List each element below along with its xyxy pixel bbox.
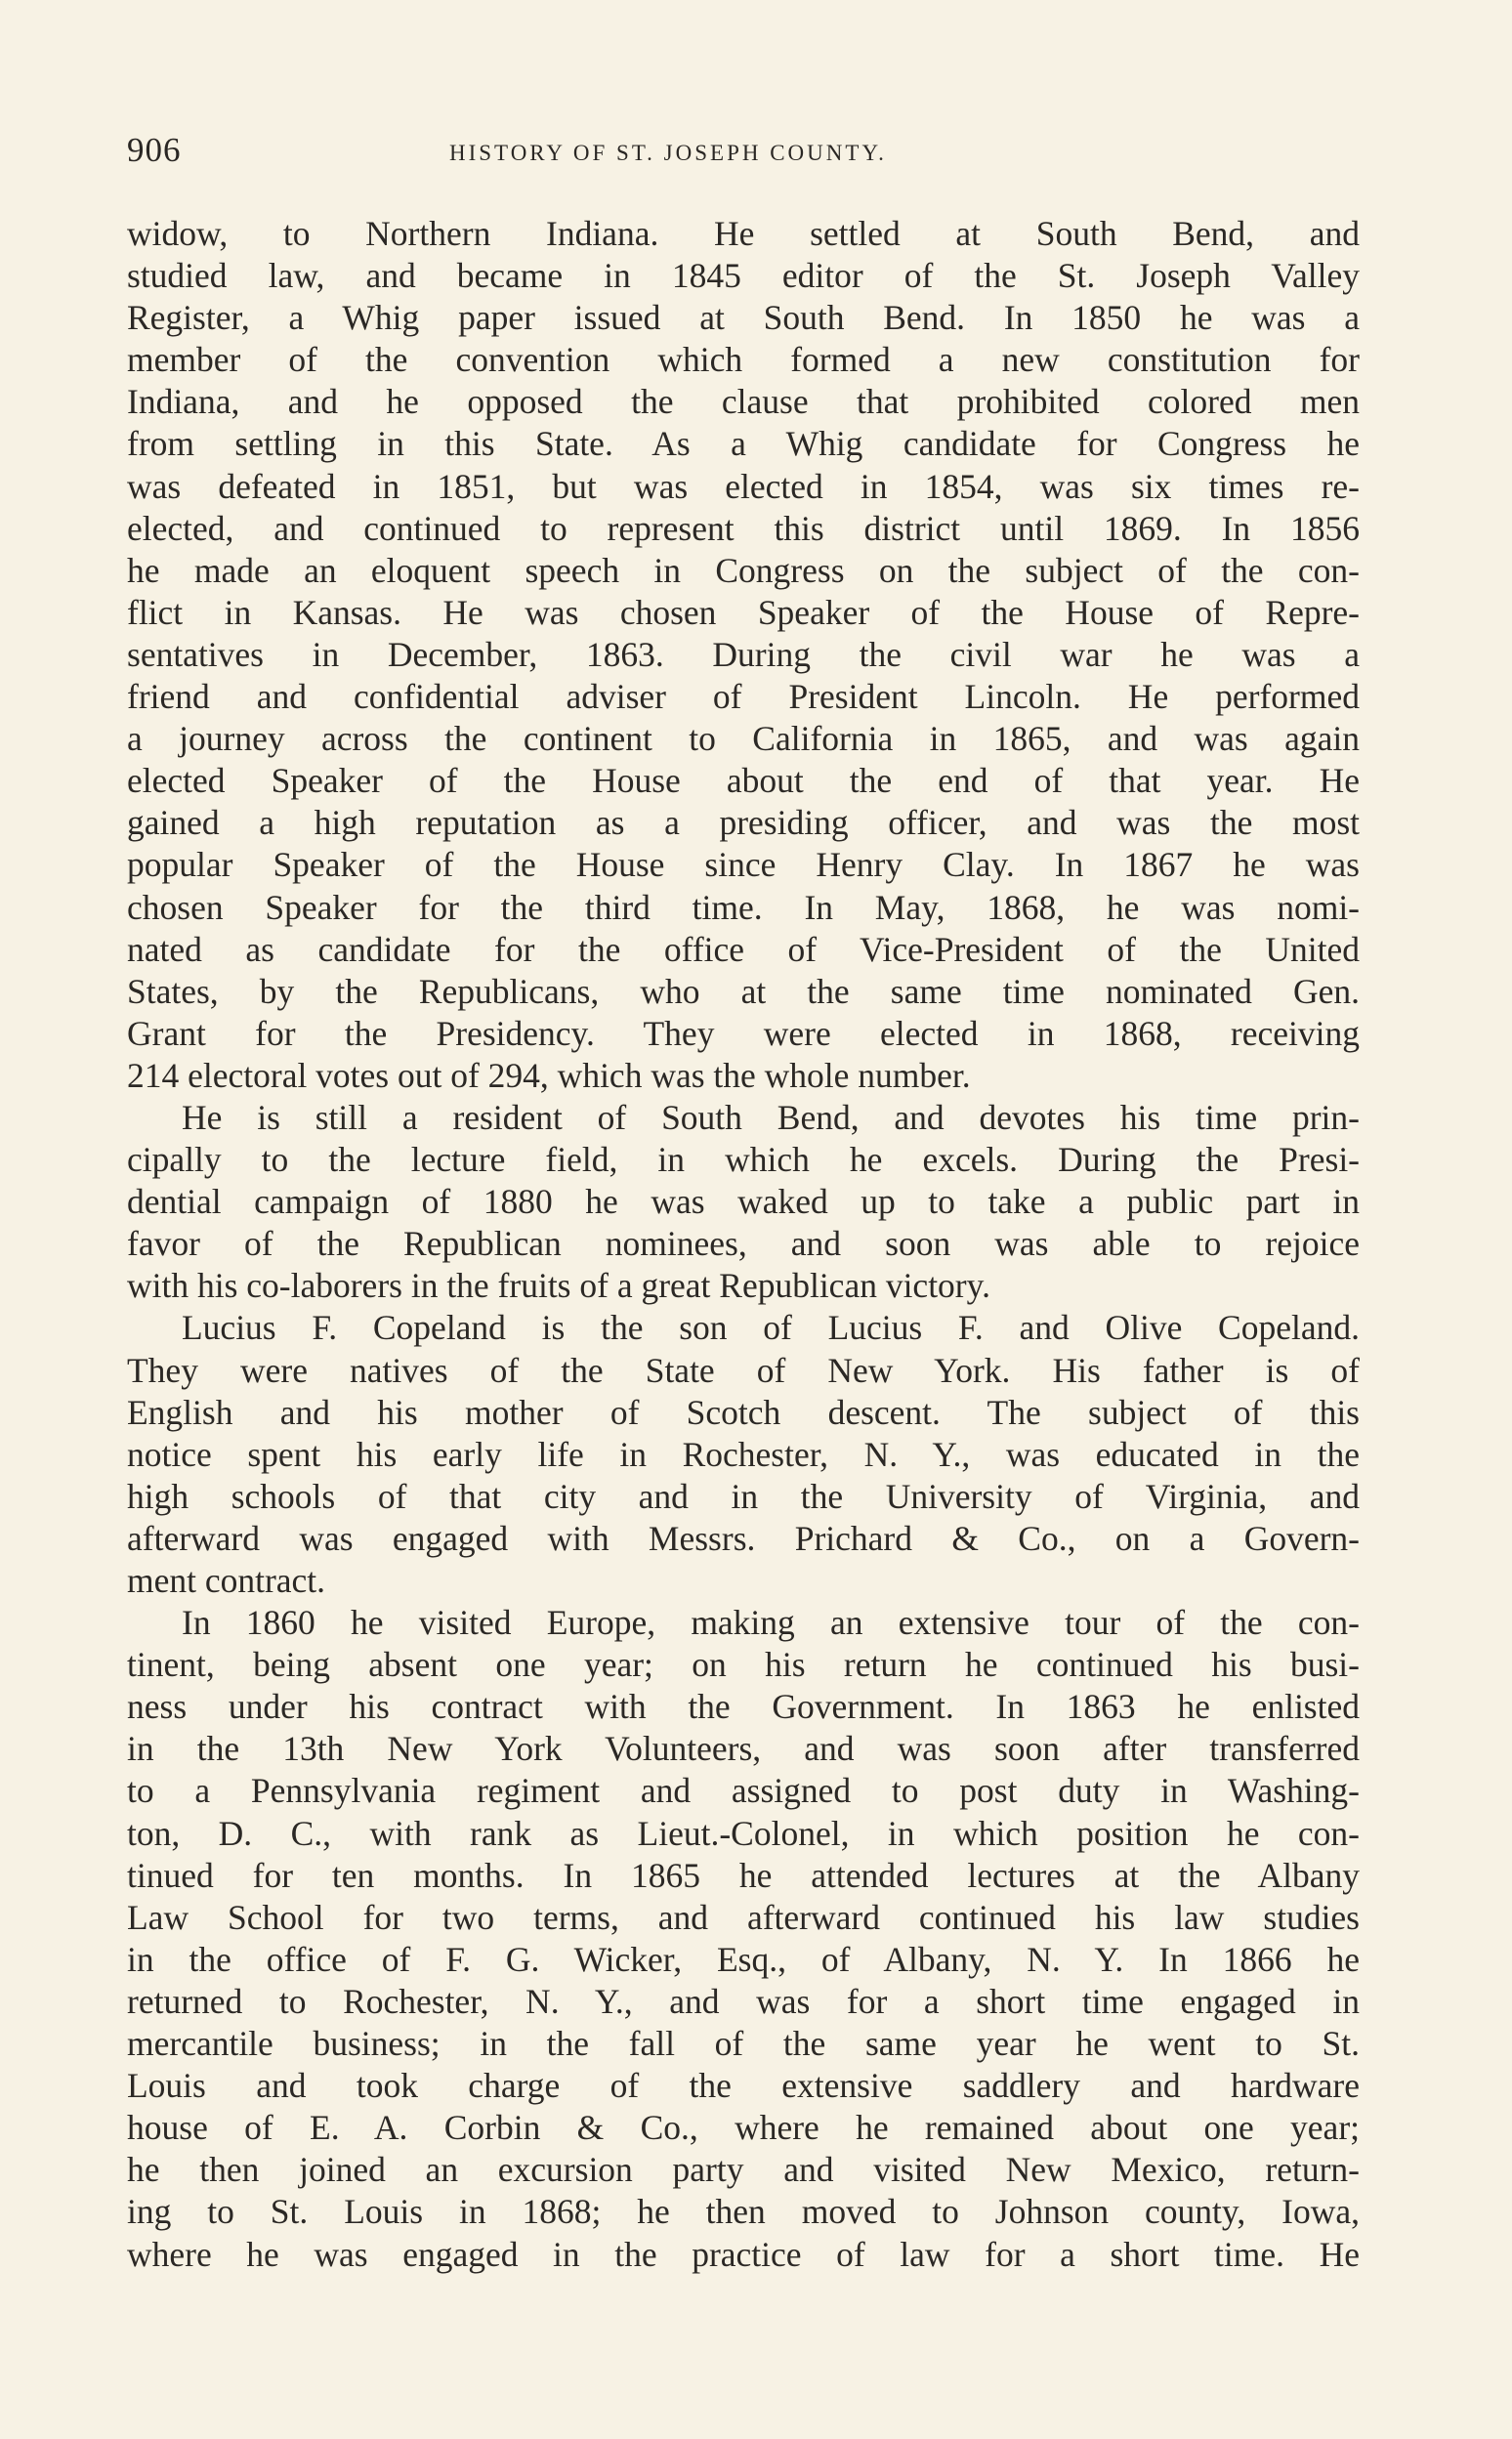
- text-line: afterward was engaged with Messrs. Prichard & Co., on a Govern-: [127, 1518, 1360, 1558]
- text-line: gained a high reputation as a presiding officer, and was the most: [127, 803, 1360, 843]
- running-head: HISTORY OF ST. JOSEPH COUNTY.: [449, 141, 887, 165]
- text-line: from settling in this State. As a Whig candidate for Congress he: [127, 424, 1360, 464]
- text-line: They were natives of the State of New York. His father is of: [127, 1350, 1360, 1390]
- text-line: tinued for ten months. In 1865 he attended lectures at the Albany: [127, 1855, 1360, 1895]
- body-text: [127, 213, 1360, 2276]
- text-line: a journey across the continent to California in 1865, and was again: [127, 719, 1360, 759]
- text-line: ment contract.: [127, 1561, 326, 1600]
- text-line: He is still a resident of South Bend, and devotes his time prin-: [182, 1097, 1360, 1137]
- text-line: States, by the Republicans, who at the same time nominated Gen.: [127, 971, 1360, 1011]
- text-line: elected, and continued to represent this district until 1869. In 1856: [127, 508, 1360, 548]
- text-line: cipally to the lecture field, in which he excels. During the Presi-: [127, 1140, 1360, 1180]
- text-line: he then joined an excursion party and visited New Mexico, return-: [127, 2150, 1360, 2190]
- text-line: was defeated in 1851, but was elected in 1854, was six times re-: [127, 466, 1360, 506]
- text-line: Register, a Whig paper issued at South Bend. In 1850 he was a: [127, 298, 1360, 338]
- text-line: Law School for two terms, and afterward continued his law studies: [127, 1897, 1360, 1937]
- text-line: where he was engaged in the practice of law for a short time. He: [127, 2234, 1360, 2274]
- text-line: chosen Speaker for the third time. In May, 1868, he was nomi-: [127, 887, 1360, 927]
- text-line: nated as candidate for the office of Vice-President of the United: [127, 929, 1360, 969]
- text-line: notice spent his early life in Rochester, N. Y., was educated in the: [127, 1434, 1360, 1474]
- text-line: in the 13th New York Volunteers, and was soon after transferred: [127, 1729, 1360, 1769]
- text-line: friend and confidential adviser of President Lincoln. He performed: [127, 677, 1360, 717]
- page-number: 906: [127, 131, 182, 169]
- text-line: in the office of F. G. Wicker, Esq., of Albany, N. Y. In 1866 he: [127, 1939, 1360, 1979]
- text-line: studied law, and became in 1845 editor of the St. Joseph Valley: [127, 256, 1360, 296]
- text-line: high schools of that city and in the University of Virginia, and: [127, 1476, 1360, 1516]
- text-line: dential campaign of 1880 he was waked up to take a public part in: [127, 1182, 1360, 1222]
- page-header: [127, 131, 1358, 180]
- text-line: 214 electoral votes out of 294, which was the whole number.: [127, 1055, 971, 1095]
- text-line: Louis and took charge of the extensive saddlery and hardware: [127, 2066, 1360, 2106]
- text-line: mercantile business; in the fall of the same year he went to St.: [127, 2024, 1360, 2064]
- text-line: flict in Kansas. He was chosen Speaker of the House of Repre-: [127, 592, 1360, 632]
- text-line: Indiana, and he opposed the clause that prohibited colored men: [127, 382, 1360, 422]
- text-line: ness under his contract with the Government. In 1863 he enlisted: [127, 1687, 1360, 1727]
- text-line: Grant for the Presidency. They were elected in 1868, receiving: [127, 1013, 1360, 1053]
- text-line: Lucius F. Copeland is the son of Lucius F. and Olive Copeland.: [182, 1308, 1360, 1348]
- text-line: In 1860 he visited Europe, making an extensive tour of the con-: [182, 1603, 1360, 1643]
- text-line: member of the convention which formed a new constitution for: [127, 340, 1360, 380]
- text-line: returned to Rochester, N. Y., and was for a short time engaged in: [127, 1981, 1360, 2021]
- text-line: with his co-laborers in the fruits of a great Republican victory.: [127, 1266, 990, 1306]
- text-line: popular Speaker of the House since Henry Clay. In 1867 he was: [127, 845, 1360, 885]
- text-line: English and his mother of Scotch descent. The subject of this: [127, 1392, 1360, 1432]
- text-line: elected Speaker of the House about the end of that year. He: [127, 761, 1360, 801]
- text-line: ing to St. Louis in 1868; he then moved to Johnson county, Iowa,: [127, 2192, 1360, 2232]
- text-line: tinent, being absent one year; on his return he continued his busi-: [127, 1645, 1360, 1685]
- text-line: house of E. A. Corbin & Co., where he remained about one year;: [127, 2108, 1360, 2148]
- text-line: to a Pennsylvania regiment and assigned to post duty in Washing-: [127, 1771, 1360, 1811]
- text-line: he made an eloquent speech in Congress on the subject of the con-: [127, 550, 1360, 590]
- text-line: favor of the Republican nominees, and soon was able to rejoice: [127, 1224, 1360, 1264]
- text-line: sentatives in December, 1863. During the civil war he was a: [127, 634, 1360, 674]
- text-line: widow, to Northern Indiana. He settled at South Bend, and: [127, 214, 1360, 253]
- text-line: ton, D. C., with rank as Lieut.-Colonel, in which position he con-: [127, 1813, 1360, 1853]
